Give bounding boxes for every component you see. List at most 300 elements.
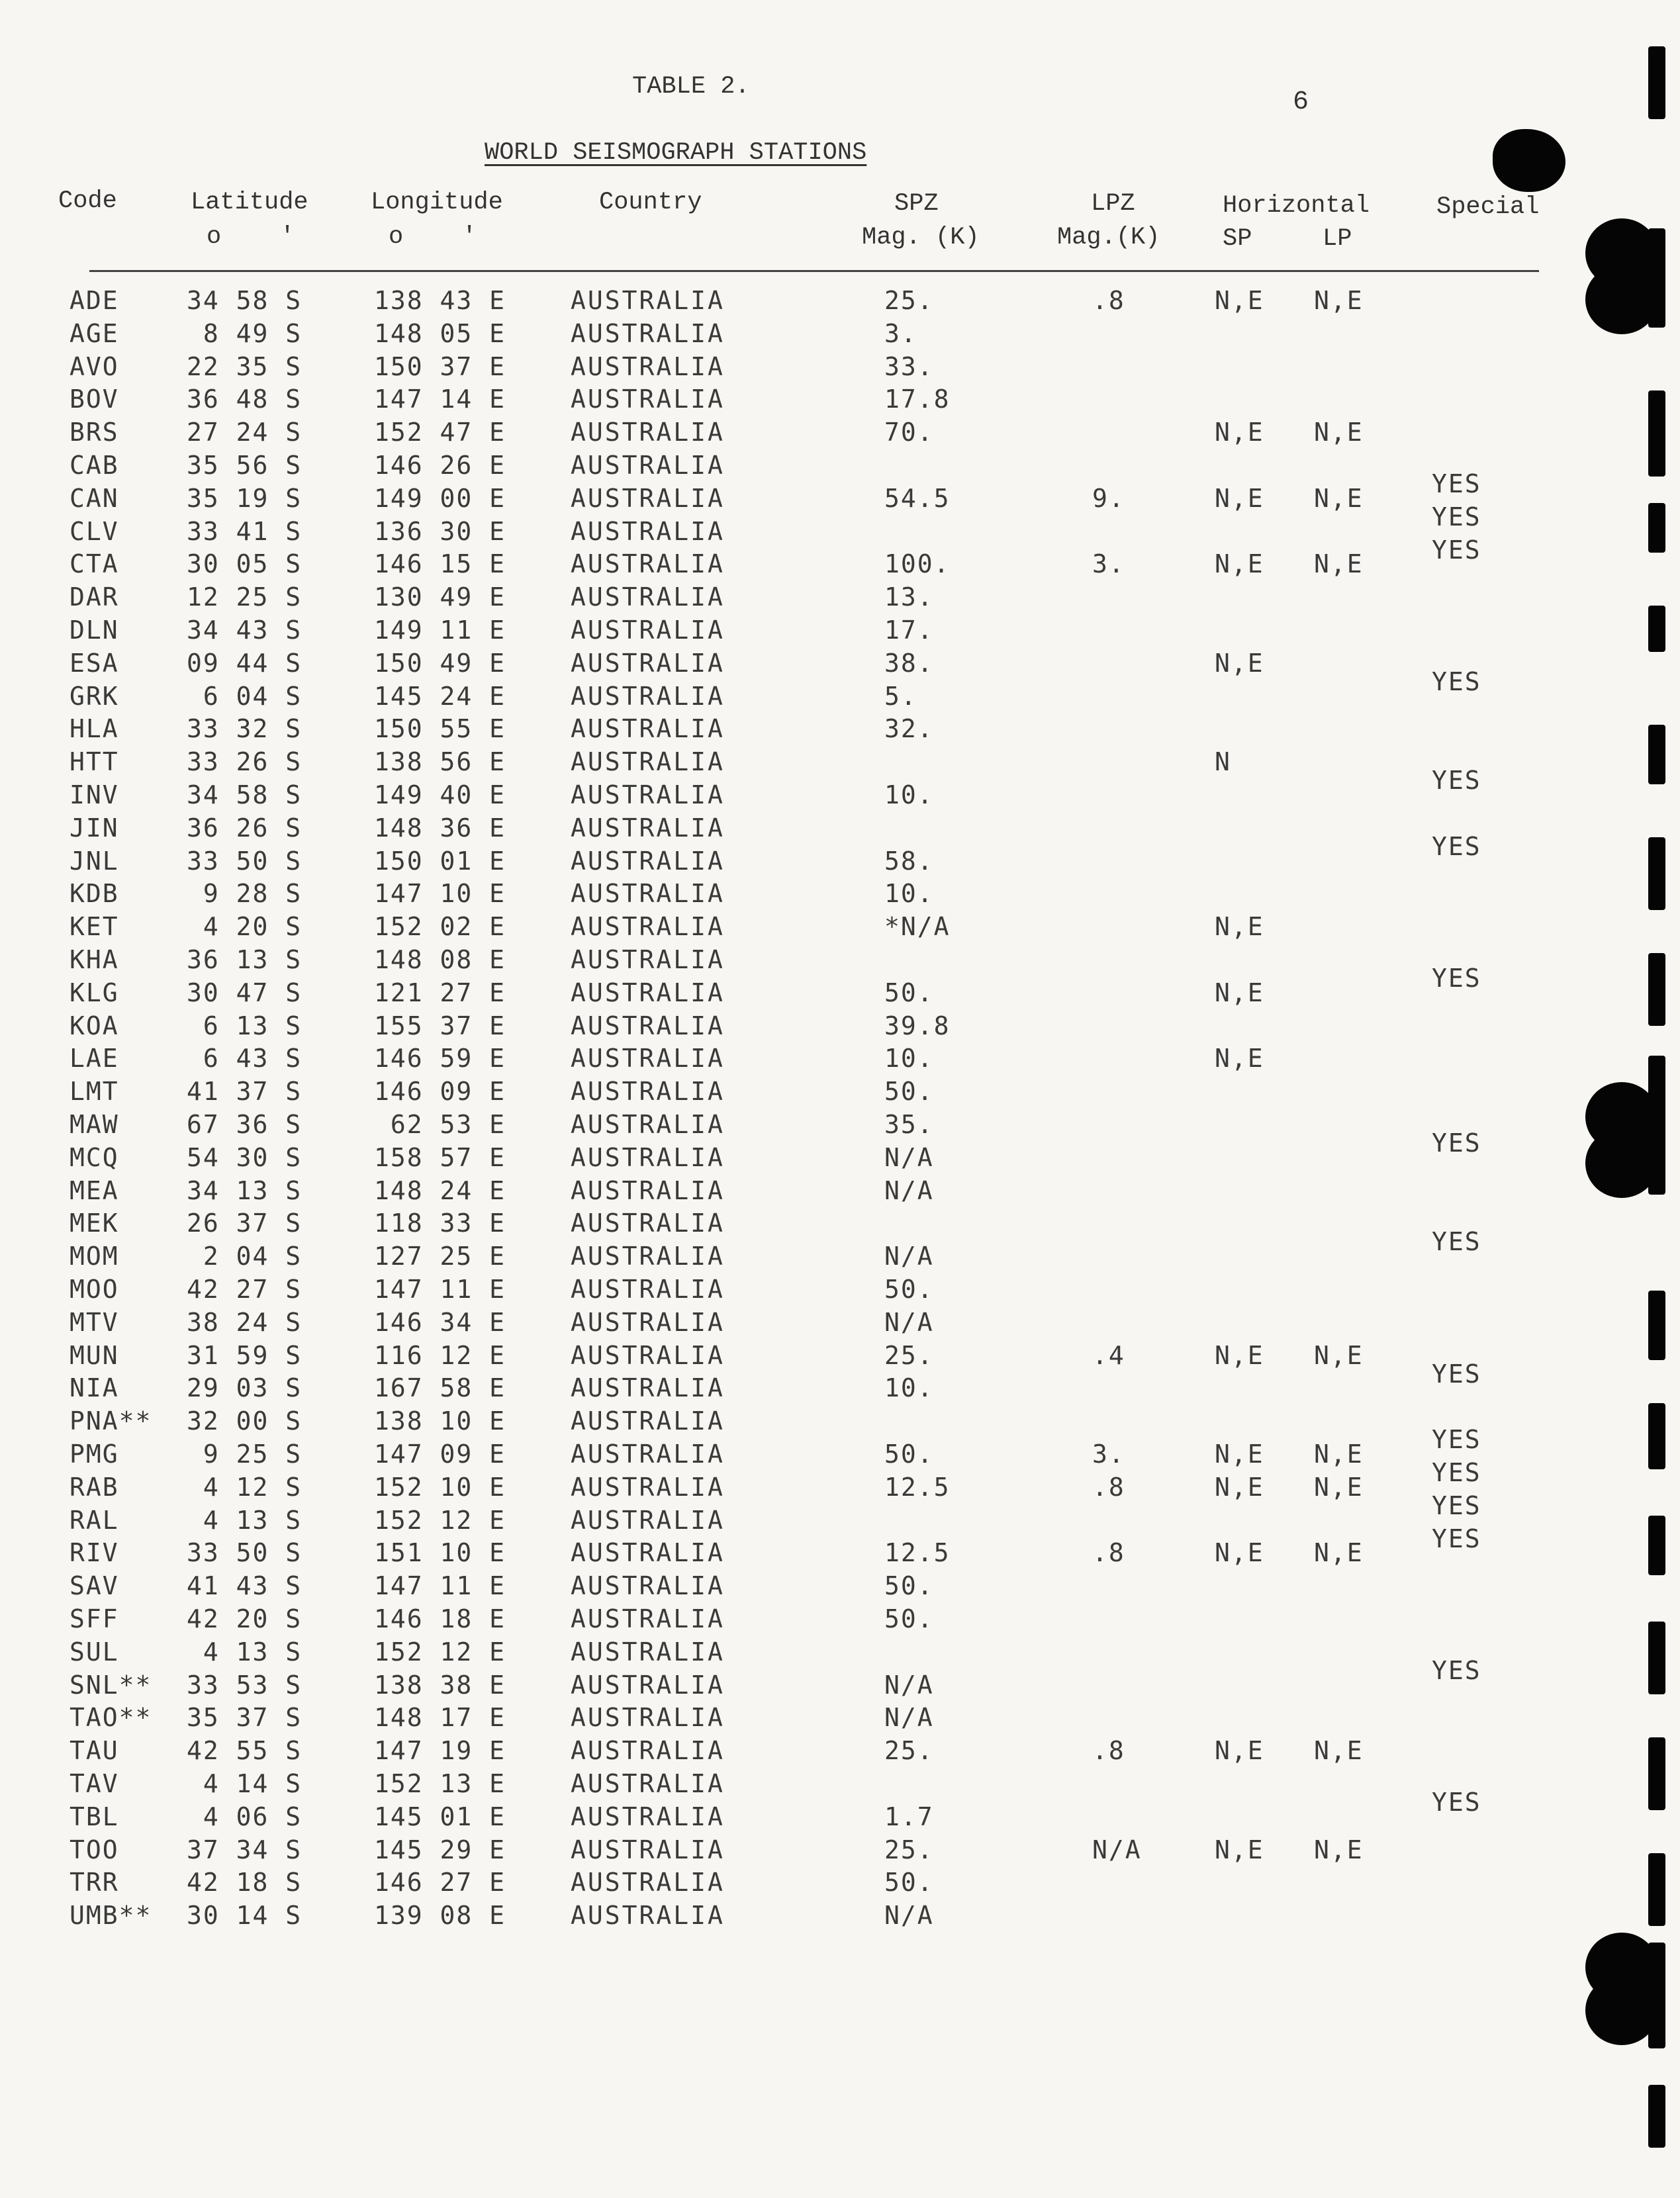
table-title: TABLE 2. [632,73,750,101]
special-flag: YES [1432,1227,1481,1256]
country-value: AUSTRALIA [571,813,725,843]
country-value: AUSTRALIA [571,1671,725,1700]
table-row [0,352,1680,385]
country-value: AUSTRALIA [571,1769,725,1798]
country-value: AUSTRALIA [571,418,725,447]
margin-mark [1648,1737,1665,1810]
country-value: AUSTRALIA [571,714,725,743]
spz-magnification: 12.5 [884,1538,951,1567]
latitude-value: 42 27 S [187,1275,303,1304]
special-flag: YES [1432,832,1481,861]
margin-mark [1648,725,1665,784]
special-flag: YES [1432,1491,1481,1520]
country-value: AUSTRALIA [571,1637,725,1667]
station-code: MUN [70,1341,119,1370]
horizontal-sp: N,E [1215,1835,1264,1864]
table-row [0,1209,1680,1256]
horizontal-lp: N,E [1314,549,1364,578]
spz-magnification: 50. [884,1077,934,1106]
latitude-value: 34 43 S [187,616,303,645]
col-header-lpz: LPZ [1091,190,1135,218]
spz-magnification: N/A [884,1671,934,1700]
spz-magnification: 100. [884,549,951,578]
col-header-horizontal-lp: LP [1323,225,1352,253]
table-row [0,978,1680,1011]
station-code: JNL [70,847,119,876]
station-code: GRK [70,682,119,711]
latitude-value: 4 12 S [187,1473,303,1502]
country-value: AUSTRALIA [571,1703,725,1732]
col-header-latitude-units: o ' [207,223,295,251]
horizontal-lp: N,E [1314,286,1364,315]
table-row [0,1308,1680,1341]
table-row [0,1242,1680,1275]
latitude-value: 36 26 S [187,813,303,843]
longitude-value: 136 30 E [374,517,506,546]
horizontal-sp: N,E [1215,286,1264,315]
latitude-value: 33 41 S [187,517,303,546]
table-row [0,1538,1680,1571]
punch-hole-mark [1585,1976,1658,2045]
spz-magnification: N/A [884,1242,934,1271]
country-value: AUSTRALIA [571,1473,725,1502]
station-code: KHA [70,945,119,974]
latitude-value: 4 13 S [187,1506,303,1535]
longitude-value: 127 25 E [374,1242,506,1271]
margin-mark [1648,1622,1665,1694]
margin-mark [1648,390,1665,477]
longitude-value: 147 10 E [374,879,506,908]
latitude-value: 33 32 S [187,714,303,743]
margin-mark [1648,228,1665,328]
country-value: AUSTRALIA [571,1209,725,1238]
lpz-magnification: .8 [1092,1538,1125,1567]
horizontal-sp: N [1215,747,1231,776]
table-row [0,1637,1680,1685]
longitude-value: 116 12 E [374,1341,506,1370]
station-code: CAB [70,451,119,480]
latitude-value: 6 13 S [187,1011,303,1040]
spz-magnification: 5. [884,682,917,711]
country-value: AUSTRALIA [571,879,725,908]
table-row [0,1671,1680,1704]
spz-magnification: N/A [884,1143,934,1172]
country-value: AUSTRALIA [571,1406,725,1436]
spz-magnification: 10. [884,780,934,809]
col-header-longitude-units: o ' [389,223,477,251]
latitude-value: 32 00 S [187,1406,303,1436]
horizontal-sp: N,E [1215,1538,1264,1567]
station-code: MCQ [70,1143,119,1172]
country-value: AUSTRALIA [571,945,725,974]
horizontal-lp: N,E [1314,1538,1364,1567]
latitude-value: 30 14 S [187,1901,303,1930]
horizontal-lp: N,E [1314,1736,1364,1765]
country-value: AUSTRALIA [571,286,725,315]
longitude-value: 155 37 E [374,1011,506,1040]
station-code: SFF [70,1604,119,1633]
margin-mark [1648,1943,1665,2048]
longitude-value: 149 00 E [374,484,506,513]
margin-mark [1648,953,1665,1026]
table-row [0,1835,1680,1868]
longitude-value: 146 27 E [374,1868,506,1897]
country-value: AUSTRALIA [571,1341,725,1370]
longitude-value: 118 33 E [374,1209,506,1238]
station-code: KLG [70,978,119,1007]
spz-magnification: 32. [884,714,934,743]
country-value: AUSTRALIA [571,649,725,678]
horizontal-lp: N,E [1314,1341,1364,1370]
horizontal-sp: N,E [1215,549,1264,578]
country-value: AUSTRALIA [571,451,725,480]
col-header-code: Code [58,187,117,215]
country-value: AUSTRALIA [571,1736,725,1765]
horizontal-sp: N,E [1215,1736,1264,1765]
latitude-value: 30 05 S [187,549,303,578]
country-value: AUSTRALIA [571,780,725,809]
station-code: SAV [70,1571,119,1600]
page-number: 6 [1293,87,1309,117]
spz-magnification: 50. [884,1440,934,1469]
latitude-value: 29 03 S [187,1373,303,1402]
header-rule [89,270,1539,272]
special-flag: YES [1432,667,1481,696]
station-code: LMT [70,1077,119,1106]
longitude-value: 151 10 E [374,1538,506,1567]
longitude-value: 121 27 E [374,978,506,1007]
station-code: TAO** [70,1703,152,1732]
horizontal-sp: N,E [1215,1440,1264,1469]
country-value: AUSTRALIA [571,1308,725,1337]
special-flag: YES [1432,1524,1481,1553]
longitude-value: 152 13 E [374,1769,506,1798]
longitude-value: 145 24 E [374,682,506,711]
country-value: AUSTRALIA [571,682,725,711]
latitude-value: 4 06 S [187,1802,303,1831]
spz-magnification: 10. [884,879,934,908]
table-row [0,1406,1680,1454]
station-code: HTT [70,747,119,776]
station-code: MAW [70,1110,119,1139]
station-code: TBL [70,1802,119,1831]
station-code: CAN [70,484,119,513]
longitude-value: 130 49 E [374,582,506,612]
longitude-value: 147 19 E [374,1736,506,1765]
station-code: RAB [70,1473,119,1502]
spz-magnification: 50. [884,1571,934,1600]
longitude-value: 149 40 E [374,780,506,809]
spz-magnification: 50. [884,1275,934,1304]
latitude-value: 42 55 S [187,1736,303,1765]
country-value: AUSTRALIA [571,1440,725,1469]
table-row [0,319,1680,352]
lpz-magnification: N/A [1092,1835,1142,1864]
table-row [0,1275,1680,1308]
station-code: RAL [70,1506,119,1535]
special-flag: YES [1432,535,1481,565]
col-header-spz: SPZ [894,190,939,218]
latitude-value: 35 37 S [187,1703,303,1732]
spz-magnification: N/A [884,1176,934,1205]
country-value: AUSTRALIA [571,385,725,414]
latitude-value: 34 58 S [187,780,303,809]
margin-mark [1648,1403,1665,1469]
longitude-value: 148 36 E [374,813,506,843]
spz-magnification: 1.7 [884,1802,934,1831]
horizontal-lp: N,E [1314,1835,1364,1864]
latitude-value: 6 04 S [187,682,303,711]
latitude-value: 35 19 S [187,484,303,513]
table-row [0,1736,1680,1769]
latitude-value: 2 04 S [187,1242,303,1271]
latitude-value: 33 50 S [187,1538,303,1567]
lpz-magnification: 9. [1092,484,1125,513]
country-value: AUSTRALIA [571,1538,725,1567]
latitude-value: 67 36 S [187,1110,303,1139]
latitude-value: 12 25 S [187,582,303,612]
latitude-value: 22 35 S [187,352,303,381]
lpz-magnification: .8 [1092,286,1125,315]
table-row [0,582,1680,616]
table-row [0,649,1680,696]
station-code: TAU [70,1736,119,1765]
table-row [0,418,1680,451]
station-code: ESA [70,649,119,678]
spz-magnification: 17. [884,616,934,645]
longitude-value: 138 38 E [374,1671,506,1700]
longitude-value: 152 12 E [374,1637,506,1667]
punch-hole-mark [1585,265,1658,334]
special-flag: YES [1432,1425,1481,1454]
country-value: AUSTRALIA [571,1802,725,1831]
special-flag: YES [1432,1128,1481,1158]
special-flag: YES [1432,1788,1481,1817]
latitude-value: 4 13 S [187,1637,303,1667]
longitude-value: 138 56 E [374,747,506,776]
longitude-value: 148 17 E [374,1703,506,1732]
special-flag: YES [1432,964,1481,993]
longitude-value: 146 26 E [374,451,506,480]
latitude-value: 38 24 S [187,1308,303,1337]
spz-magnification: 13. [884,582,934,612]
country-value: AUSTRALIA [571,352,725,381]
table-row [0,1176,1680,1209]
latitude-value: 26 37 S [187,1209,303,1238]
margin-mark [1648,1291,1665,1360]
spz-magnification: 10. [884,1373,934,1402]
station-code: PNA** [70,1406,152,1436]
country-value: AUSTRALIA [571,978,725,1007]
table-row [0,385,1680,418]
margin-mark [1648,503,1665,553]
country-value: AUSTRALIA [571,1044,725,1073]
station-code: DAR [70,582,119,612]
longitude-value: 146 34 E [374,1308,506,1337]
latitude-value: 27 24 S [187,418,303,447]
country-value: AUSTRALIA [571,517,725,546]
latitude-value: 42 18 S [187,1868,303,1897]
station-code: MOO [70,1275,119,1304]
station-code: KOA [70,1011,119,1040]
table-row [0,1571,1680,1604]
spz-magnification: 39.8 [884,1011,951,1040]
lpz-magnification: .8 [1092,1736,1125,1765]
spz-magnification: 25. [884,1736,934,1765]
horizontal-sp: N,E [1215,912,1264,941]
longitude-value: 152 47 E [374,418,506,447]
country-value: AUSTRALIA [571,1506,725,1535]
latitude-value: 42 20 S [187,1604,303,1633]
latitude-value: 54 30 S [187,1143,303,1172]
latitude-value: 34 58 S [187,286,303,315]
horizontal-lp: N,E [1314,418,1364,447]
spz-magnification: N/A [884,1901,934,1930]
station-code: MOM [70,1242,119,1271]
longitude-value: 148 05 E [374,319,506,348]
lpz-magnification: 3. [1092,1440,1125,1469]
country-value: AUSTRALIA [571,1176,725,1205]
longitude-value: 147 11 E [374,1275,506,1304]
special-flag: YES [1432,1359,1481,1389]
margin-mark [1648,606,1665,652]
latitude-value: 4 20 S [187,912,303,941]
country-value: AUSTRALIA [571,319,725,348]
margin-mark [1648,2085,1665,2148]
col-header-country: Country [599,189,702,216]
margin-mark [1648,46,1665,119]
station-code: SNL** [70,1671,152,1700]
table-row [0,879,1680,912]
table-row [0,1044,1680,1077]
col-header-spz-sub: Mag. (K) [862,224,980,252]
station-code: NIA [70,1373,119,1402]
horizontal-sp: N,E [1215,484,1264,513]
latitude-value: 41 37 S [187,1077,303,1106]
table-row [0,549,1680,582]
country-value: AUSTRALIA [571,582,725,612]
col-header-latitude: Latitude [191,189,308,216]
station-code: JIN [70,813,119,843]
country-value: AUSTRALIA [571,1373,725,1402]
country-value: AUSTRALIA [571,549,725,578]
country-value: AUSTRALIA [571,484,725,513]
horizontal-sp: N,E [1215,418,1264,447]
longitude-value: 152 02 E [374,912,506,941]
table-row [0,286,1680,319]
longitude-value: 149 11 E [374,616,506,645]
latitude-value: 33 26 S [187,747,303,776]
longitude-value: 146 59 E [374,1044,506,1073]
punch-hole-mark [1585,1128,1658,1198]
latitude-value: 34 13 S [187,1176,303,1205]
station-code: BRS [70,418,119,447]
country-value: AUSTRALIA [571,747,725,776]
table-row [0,616,1680,649]
latitude-value: 36 48 S [187,385,303,414]
longitude-value: 62 53 E [374,1110,506,1139]
spz-magnification: 17.8 [884,385,951,414]
table-row [0,1473,1680,1520]
latitude-value: 31 59 S [187,1341,303,1370]
latitude-value: 36 13 S [187,945,303,974]
table-row [0,1868,1680,1901]
station-code: RIV [70,1538,119,1567]
table-row [0,1077,1680,1110]
spz-magnification: 25. [884,1341,934,1370]
latitude-value: 9 28 S [187,879,303,908]
horizontal-sp: N,E [1215,1044,1264,1073]
col-header-horizontal: Horizontal [1223,192,1370,220]
longitude-value: 148 08 E [374,945,506,974]
latitude-value: 6 43 S [187,1044,303,1073]
margin-mark [1648,1853,1665,1926]
spz-magnification: N/A [884,1308,934,1337]
station-code: CLV [70,517,119,546]
longitude-value: 152 10 E [374,1473,506,1502]
station-code: LAE [70,1044,119,1073]
longitude-value: 145 01 E [374,1802,506,1831]
latitude-value: 8 49 S [187,319,303,348]
longitude-value: 146 18 E [374,1604,506,1633]
table-row [0,847,1680,880]
table-row [0,714,1680,747]
horizontal-lp: N,E [1314,1440,1364,1469]
special-flag: YES [1432,1458,1481,1487]
longitude-value: 148 24 E [374,1176,506,1205]
station-code: TRR [70,1868,119,1897]
spz-magnification: 58. [884,847,934,876]
special-flag: YES [1432,469,1481,498]
spz-magnification: 10. [884,1044,934,1073]
longitude-value: 138 10 E [374,1406,506,1436]
country-value: AUSTRALIA [571,1868,725,1897]
spz-magnification: 50. [884,1604,934,1633]
station-code: CTA [70,549,119,578]
station-code: KDB [70,879,119,908]
station-code: MEK [70,1209,119,1238]
longitude-value: 150 55 E [374,714,506,743]
longitude-value: 152 12 E [374,1506,506,1535]
horizontal-sp: N,E [1215,1473,1264,1502]
station-code: SUL [70,1637,119,1667]
spz-magnification: 50. [884,978,934,1007]
longitude-value: 150 01 E [374,847,506,876]
country-value: AUSTRALIA [571,1110,725,1139]
longitude-value: 145 29 E [374,1835,506,1864]
station-code: KET [70,912,119,941]
longitude-value: 138 43 E [374,286,506,315]
table-row [0,484,1680,531]
country-value: AUSTRALIA [571,1011,725,1040]
special-flag: YES [1432,766,1481,795]
station-code: AGE [70,319,119,348]
country-value: AUSTRALIA [571,1275,725,1304]
latitude-value: 4 14 S [187,1769,303,1798]
station-code: TAV [70,1769,119,1798]
spz-magnification: 3. [884,319,917,348]
horizontal-sp: N,E [1215,1341,1264,1370]
col-header-special: Special [1436,193,1540,221]
country-value: AUSTRALIA [571,1242,725,1271]
station-code: BOV [70,385,119,414]
lpz-magnification: .4 [1092,1341,1125,1370]
longitude-value: 146 15 E [374,549,506,578]
spz-magnification: *N/A [884,912,951,941]
table-row [0,451,1680,498]
table-row [0,1143,1680,1176]
longitude-value: 158 57 E [374,1143,506,1172]
